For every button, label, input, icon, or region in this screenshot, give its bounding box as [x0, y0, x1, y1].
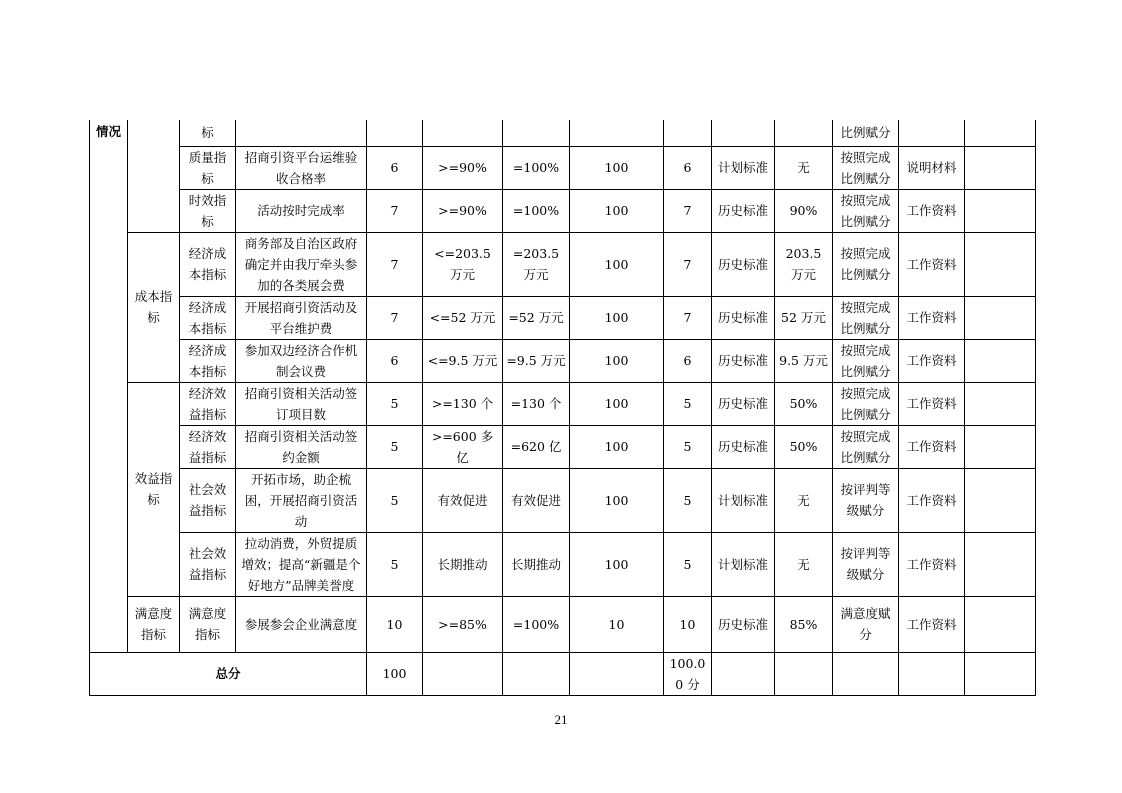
weight-cell: 10: [367, 596, 423, 652]
standard-cell: [712, 120, 775, 146]
indicator-cell: 活动按时完成率: [236, 189, 367, 232]
standard-cell: 历史标准: [712, 339, 775, 382]
level3-cell: 社会效益指标: [180, 532, 236, 596]
standard-cell: 计划标准: [712, 532, 775, 596]
weight-cell: 5: [367, 468, 423, 532]
level3-cell: 经济成本指标: [180, 296, 236, 339]
score-cell: 7: [664, 189, 712, 232]
score-cell: 5: [664, 532, 712, 596]
note-cell: [965, 232, 1036, 296]
score-cell: 6: [664, 146, 712, 189]
full-score-cell: 100: [570, 189, 664, 232]
score-cell: 5: [664, 382, 712, 425]
full-score-cell: 100: [570, 532, 664, 596]
table-row: [90, 232, 1036, 296]
actual-cell: =203.5 万元: [503, 232, 570, 296]
score-cell: 5: [664, 425, 712, 468]
level3-cell: 经济成本指标: [180, 339, 236, 382]
table-row: [90, 596, 1036, 652]
note-cell: [965, 382, 1036, 425]
actual-cell: 有效促进: [503, 468, 570, 532]
weight-cell: 5: [367, 382, 423, 425]
total-weight: 100: [367, 652, 423, 695]
total-empty-cell: [899, 652, 965, 695]
note-cell: [965, 339, 1036, 382]
table-row: [90, 532, 1036, 596]
standard-cell: 历史标准: [712, 425, 775, 468]
level3-cell: 时效指标: [180, 189, 236, 232]
level2-cell: 满意度指标: [128, 596, 180, 652]
full-score-cell: 100: [570, 232, 664, 296]
indicator-cell: 拉动消费，外贸提质增效；提高“新疆是个好地方”品牌美誉度: [236, 532, 367, 596]
full-score-cell: [570, 120, 664, 146]
evidence-cell: 工作资料: [899, 425, 965, 468]
indicator-cell: 参展参会企业满意度: [236, 596, 367, 652]
weight-cell: 7: [367, 232, 423, 296]
level2-cell: 效益指标: [128, 382, 180, 596]
target-cell: 长期推动: [423, 532, 503, 596]
actual-cell: =100%: [503, 596, 570, 652]
table-row: [90, 468, 1036, 532]
level3-cell: 社会效益指标: [180, 468, 236, 532]
level3-cell: 标: [180, 120, 236, 146]
level3-cell: 经济效益指标: [180, 382, 236, 425]
indicator-cell: 参加双边经济合作机制会议费: [236, 339, 367, 382]
score-cell: 7: [664, 232, 712, 296]
performance-table: [89, 120, 1036, 696]
baseline-cell: [775, 120, 833, 146]
method-cell: 按照完成比例赋分: [833, 189, 899, 232]
evidence-cell: 工作资料: [899, 296, 965, 339]
baseline-cell: 9.5 万元: [775, 339, 833, 382]
note-cell: [965, 296, 1036, 339]
evidence-cell: [899, 120, 965, 146]
table-row: [90, 146, 1036, 189]
note-cell: [965, 189, 1036, 232]
full-score-cell: 100: [570, 382, 664, 425]
total-empty-cell: [833, 652, 899, 695]
full-score-cell: 10: [570, 596, 664, 652]
indicator-cell: 开展招商引资活动及平台维护费: [236, 296, 367, 339]
total-score: 100.00 分: [664, 652, 712, 695]
total-empty-cell: [712, 652, 775, 695]
evidence-cell: 工作资料: [899, 382, 965, 425]
actual-cell: =130 个: [503, 382, 570, 425]
table-row: [90, 189, 1036, 232]
target-cell: >=600 多亿: [423, 425, 503, 468]
section-label-cell: [90, 120, 128, 652]
level3-cell: 经济效益指标: [180, 425, 236, 468]
level3-cell: 质量指标: [180, 146, 236, 189]
level2-cell: 成本指标: [128, 232, 180, 382]
total-empty-cell: [503, 652, 570, 695]
actual-cell: =100%: [503, 189, 570, 232]
score-cell: 7: [664, 296, 712, 339]
full-score-cell: 100: [570, 146, 664, 189]
evidence-cell: 说明材料: [899, 146, 965, 189]
indicator-cell: 开拓市场，助企梳困，开展招商引资活动: [236, 468, 367, 532]
evidence-cell: 工作资料: [899, 232, 965, 296]
total-empty-cell: [570, 652, 664, 695]
standard-cell: 历史标准: [712, 382, 775, 425]
standard-cell: 计划标准: [712, 468, 775, 532]
indicator-cell: 招商引资平台运维验收合格率: [236, 146, 367, 189]
evidence-cell: 工作资料: [899, 468, 965, 532]
actual-cell: =9.5 万元: [503, 339, 570, 382]
weight-cell: 5: [367, 532, 423, 596]
note-cell: [965, 468, 1036, 532]
full-score-cell: 100: [570, 296, 664, 339]
standard-cell: 计划标准: [712, 146, 775, 189]
table-row: [90, 296, 1036, 339]
indicator-cell: 招商引资相关活动签订项目数: [236, 382, 367, 425]
actual-cell: =100%: [503, 146, 570, 189]
standard-cell: 历史标准: [712, 296, 775, 339]
method-cell: 按评判等级赋分: [833, 532, 899, 596]
table-row: [90, 382, 1036, 425]
target-cell: <=52 万元: [423, 296, 503, 339]
weight-cell: 5: [367, 425, 423, 468]
actual-cell: [503, 120, 570, 146]
baseline-cell: 50%: [775, 425, 833, 468]
indicator-cell: [236, 120, 367, 146]
full-score-cell: 100: [570, 339, 664, 382]
baseline-cell: 无: [775, 532, 833, 596]
score-cell: 6: [664, 339, 712, 382]
level3-cell: 满意度指标: [180, 596, 236, 652]
score-cell: 5: [664, 468, 712, 532]
target-cell: >=130 个: [423, 382, 503, 425]
method-cell: 满意度赋分: [833, 596, 899, 652]
method-cell: 按照完成比例赋分: [833, 232, 899, 296]
full-score-cell: 100: [570, 468, 664, 532]
full-score-cell: 100: [570, 425, 664, 468]
total-empty-cell: [423, 652, 503, 695]
score-cell: [664, 120, 712, 146]
method-cell: 比例赋分: [833, 120, 899, 146]
section-label: 情况: [95, 124, 121, 139]
target-cell: >=90%: [423, 189, 503, 232]
baseline-cell: 203.5 万元: [775, 232, 833, 296]
weight-cell: 7: [367, 189, 423, 232]
target-cell: [423, 120, 503, 146]
method-cell: 按照完成比例赋分: [833, 296, 899, 339]
note-cell: [965, 120, 1036, 146]
note-cell: [965, 425, 1036, 468]
standard-cell: 历史标准: [712, 189, 775, 232]
level2-cell: [128, 120, 180, 232]
method-cell: 按照完成比例赋分: [833, 382, 899, 425]
target-cell: <=9.5 万元: [423, 339, 503, 382]
standard-cell: 历史标准: [712, 596, 775, 652]
method-cell: 按照完成比例赋分: [833, 146, 899, 189]
target-cell: 有效促进: [423, 468, 503, 532]
table-row: [90, 425, 1036, 468]
note-cell: [965, 532, 1036, 596]
actual-cell: =52 万元: [503, 296, 570, 339]
total-row: [90, 652, 1036, 695]
target-cell: >=90%: [423, 146, 503, 189]
total-empty-cell: [775, 652, 833, 695]
baseline-cell: 50%: [775, 382, 833, 425]
note-cell: [965, 596, 1036, 652]
weight-cell: 7: [367, 296, 423, 339]
target-cell: >=85%: [423, 596, 503, 652]
baseline-cell: 无: [775, 468, 833, 532]
indicator-cell: 商务部及自治区政府确定并由我厅牵头参加的各类展会费: [236, 232, 367, 296]
indicator-cell: 招商引资相关活动签约金额: [236, 425, 367, 468]
method-cell: 按评判等级赋分: [833, 468, 899, 532]
evidence-cell: 工作资料: [899, 189, 965, 232]
table-row: [90, 339, 1036, 382]
weight-cell: 6: [367, 339, 423, 382]
evidence-cell: 工作资料: [899, 532, 965, 596]
level3-cell: 经济成本指标: [180, 232, 236, 296]
total-label: 总分: [90, 652, 367, 695]
baseline-cell: 52 万元: [775, 296, 833, 339]
total-empty-cell: [965, 652, 1036, 695]
baseline-cell: 85%: [775, 596, 833, 652]
evidence-cell: 工作资料: [899, 596, 965, 652]
target-cell: <=203.5 万元: [423, 232, 503, 296]
evidence-cell: 工作资料: [899, 339, 965, 382]
baseline-cell: 无: [775, 146, 833, 189]
score-cell: 10: [664, 596, 712, 652]
method-cell: 按照完成比例赋分: [833, 425, 899, 468]
method-cell: 按照完成比例赋分: [833, 339, 899, 382]
weight-cell: [367, 120, 423, 146]
actual-cell: 长期推动: [503, 532, 570, 596]
note-cell: [965, 146, 1036, 189]
table-row: [90, 120, 1036, 146]
baseline-cell: 90%: [775, 189, 833, 232]
page-number: 21: [554, 712, 568, 727]
weight-cell: 6: [367, 146, 423, 189]
standard-cell: 历史标准: [712, 232, 775, 296]
actual-cell: =620 亿: [503, 425, 570, 468]
